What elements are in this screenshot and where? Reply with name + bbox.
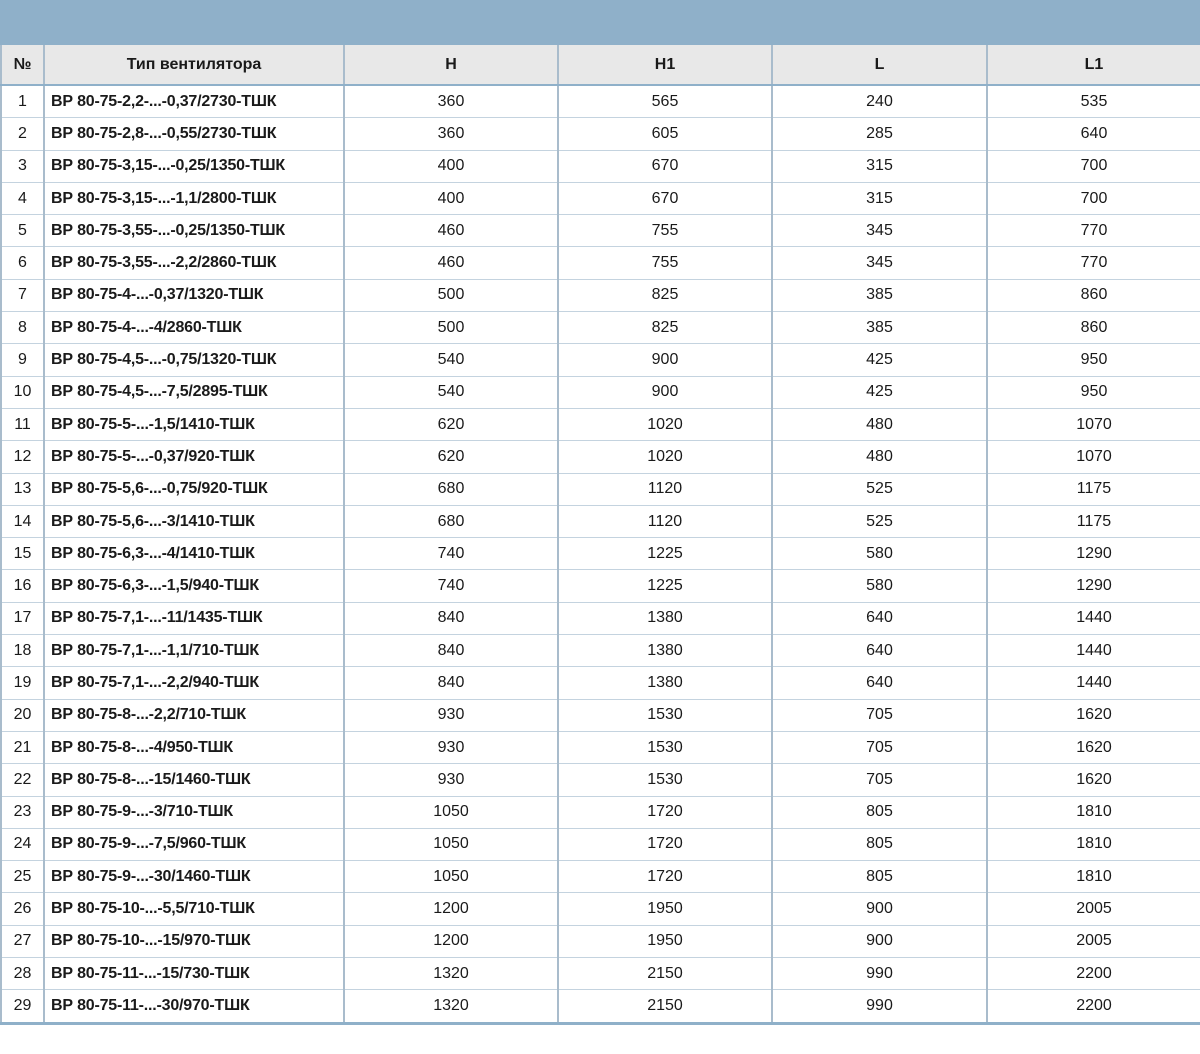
cell-number: 19 [1, 667, 44, 699]
cell-l: 805 [772, 861, 987, 893]
table-row [1, 764, 1200, 796]
header-number: № [1, 45, 44, 85]
cell-l: 240 [772, 85, 987, 118]
cell-h: 840 [344, 635, 558, 667]
cell-number: 15 [1, 538, 44, 570]
cell-number: 29 [1, 990, 44, 1023]
cell-number: 24 [1, 828, 44, 860]
cell-fan-type: ВР 80-75-3,15-...-1,1/2800-ТШК [44, 182, 344, 214]
cell-l: 640 [772, 667, 987, 699]
cell-l1: 640 [987, 118, 1200, 150]
cell-l1: 2200 [987, 990, 1200, 1023]
cell-fan-type: ВР 80-75-4-...-0,37/1320-ТШК [44, 279, 344, 311]
cell-l: 345 [772, 215, 987, 247]
cell-number: 11 [1, 408, 44, 440]
table-row [1, 182, 1200, 214]
cell-l1: 1810 [987, 828, 1200, 860]
cell-h1: 1530 [558, 731, 772, 763]
cell-number: 7 [1, 279, 44, 311]
cell-h: 680 [344, 473, 558, 505]
table-header [1, 45, 1200, 85]
cell-h1: 1950 [558, 925, 772, 957]
cell-fan-type: ВР 80-75-4-...-4/2860-ТШК [44, 312, 344, 344]
cell-l1: 1440 [987, 667, 1200, 699]
cell-h1: 1380 [558, 602, 772, 634]
cell-number: 18 [1, 635, 44, 667]
cell-h1: 1020 [558, 408, 772, 440]
cell-l1: 1810 [987, 796, 1200, 828]
cell-l: 480 [772, 408, 987, 440]
cell-h1: 1380 [558, 635, 772, 667]
cell-number: 4 [1, 182, 44, 214]
cell-l: 385 [772, 312, 987, 344]
table-row [1, 150, 1200, 182]
cell-l1: 1620 [987, 699, 1200, 731]
cell-l1: 2200 [987, 958, 1200, 990]
cell-fan-type: ВР 80-75-7,1-...-11/1435-ТШК [44, 602, 344, 634]
header-h1: H1 [558, 45, 772, 85]
table-row [1, 796, 1200, 828]
cell-number: 25 [1, 861, 44, 893]
cell-h: 460 [344, 215, 558, 247]
cell-number: 5 [1, 215, 44, 247]
table-body [1, 85, 1200, 1023]
table-row [1, 667, 1200, 699]
cell-h: 540 [344, 344, 558, 376]
cell-l1: 1290 [987, 538, 1200, 570]
cell-h1: 1950 [558, 893, 772, 925]
header-l: L [772, 45, 987, 85]
cell-fan-type: ВР 80-75-2,2-...-0,37/2730-ТШК [44, 85, 344, 118]
cell-h1: 670 [558, 182, 772, 214]
table-row [1, 538, 1200, 570]
header-fan-type: Тип вентилятора [44, 45, 344, 85]
cell-l: 315 [772, 150, 987, 182]
cell-fan-type: ВР 80-75-8-...-4/950-ТШК [44, 731, 344, 763]
cell-h1: 2150 [558, 958, 772, 990]
cell-h: 1050 [344, 828, 558, 860]
cell-h: 400 [344, 182, 558, 214]
table-row [1, 473, 1200, 505]
cell-h: 1050 [344, 861, 558, 893]
cell-h1: 900 [558, 376, 772, 408]
cell-h: 1320 [344, 958, 558, 990]
cell-number: 8 [1, 312, 44, 344]
cell-l: 580 [772, 570, 987, 602]
cell-l1: 2005 [987, 893, 1200, 925]
cell-fan-type: ВР 80-75-8-...-2,2/710-ТШК [44, 699, 344, 731]
cell-l1: 1290 [987, 570, 1200, 602]
cell-h: 460 [344, 247, 558, 279]
cell-l1: 860 [987, 279, 1200, 311]
cell-fan-type: ВР 80-75-5,6-...-0,75/920-ТШК [44, 473, 344, 505]
cell-l1: 1620 [987, 731, 1200, 763]
cell-l: 285 [772, 118, 987, 150]
cell-h1: 825 [558, 312, 772, 344]
cell-l: 900 [772, 925, 987, 957]
cell-number: 13 [1, 473, 44, 505]
cell-fan-type: ВР 80-75-9-...-30/1460-ТШК [44, 861, 344, 893]
cell-h: 540 [344, 376, 558, 408]
table-row [1, 861, 1200, 893]
cell-h: 400 [344, 150, 558, 182]
cell-number: 27 [1, 925, 44, 957]
cell-l: 805 [772, 796, 987, 828]
cell-fan-type: ВР 80-75-11-...-30/970-ТШК [44, 990, 344, 1023]
cell-l: 425 [772, 376, 987, 408]
cell-h: 500 [344, 312, 558, 344]
table-row [1, 731, 1200, 763]
cell-h: 740 [344, 538, 558, 570]
cell-fan-type: ВР 80-75-5,6-...-3/1410-ТШК [44, 505, 344, 537]
table-row [1, 441, 1200, 473]
cell-number: 21 [1, 731, 44, 763]
table-row [1, 570, 1200, 602]
table-row [1, 85, 1200, 118]
table-row [1, 215, 1200, 247]
table-row [1, 990, 1200, 1023]
cell-number: 23 [1, 796, 44, 828]
title-band [0, 0, 1200, 45]
cell-l1: 950 [987, 376, 1200, 408]
table-row [1, 118, 1200, 150]
cell-l: 640 [772, 602, 987, 634]
cell-h: 620 [344, 441, 558, 473]
cell-fan-type: ВР 80-75-10-...-5,5/710-ТШК [44, 893, 344, 925]
cell-h1: 1530 [558, 699, 772, 731]
cell-l1: 1070 [987, 441, 1200, 473]
cell-l1: 1810 [987, 861, 1200, 893]
table-row [1, 408, 1200, 440]
cell-l1: 700 [987, 150, 1200, 182]
cell-h: 360 [344, 85, 558, 118]
cell-fan-type: ВР 80-75-3,15-...-0,25/1350-ТШК [44, 150, 344, 182]
cell-fan-type: ВР 80-75-4,5-...-7,5/2895-ТШК [44, 376, 344, 408]
cell-h1: 1720 [558, 828, 772, 860]
cell-number: 1 [1, 85, 44, 118]
cell-l: 705 [772, 699, 987, 731]
table-row [1, 893, 1200, 925]
cell-l: 990 [772, 958, 987, 990]
cell-h1: 565 [558, 85, 772, 118]
table-row [1, 925, 1200, 957]
cell-l1: 860 [987, 312, 1200, 344]
cell-h: 740 [344, 570, 558, 602]
cell-fan-type: ВР 80-75-3,55-...-0,25/1350-ТШК [44, 215, 344, 247]
cell-fan-type: ВР 80-75-10-...-15/970-ТШК [44, 925, 344, 957]
cell-number: 9 [1, 344, 44, 376]
cell-h1: 1530 [558, 764, 772, 796]
cell-number: 17 [1, 602, 44, 634]
cell-h1: 1225 [558, 570, 772, 602]
cell-h: 1200 [344, 925, 558, 957]
table-row [1, 635, 1200, 667]
cell-h: 1050 [344, 796, 558, 828]
cell-h1: 755 [558, 215, 772, 247]
cell-h1: 1020 [558, 441, 772, 473]
cell-l1: 1620 [987, 764, 1200, 796]
cell-l1: 1175 [987, 505, 1200, 537]
cell-l1: 1175 [987, 473, 1200, 505]
cell-h1: 900 [558, 344, 772, 376]
cell-number: 20 [1, 699, 44, 731]
cell-l: 805 [772, 828, 987, 860]
cell-number: 16 [1, 570, 44, 602]
cell-l: 580 [772, 538, 987, 570]
cell-h: 930 [344, 731, 558, 763]
table-row [1, 376, 1200, 408]
cell-number: 2 [1, 118, 44, 150]
cell-h: 500 [344, 279, 558, 311]
cell-h1: 670 [558, 150, 772, 182]
cell-number: 28 [1, 958, 44, 990]
cell-fan-type: ВР 80-75-6,3-...-4/1410-ТШК [44, 538, 344, 570]
cell-h: 840 [344, 667, 558, 699]
cell-number: 3 [1, 150, 44, 182]
cell-h: 1320 [344, 990, 558, 1023]
cell-h: 360 [344, 118, 558, 150]
cell-h: 680 [344, 505, 558, 537]
cell-number: 26 [1, 893, 44, 925]
table-row [1, 247, 1200, 279]
cell-h1: 825 [558, 279, 772, 311]
cell-number: 14 [1, 505, 44, 537]
cell-l: 315 [772, 182, 987, 214]
cell-fan-type: ВР 80-75-7,1-...-1,1/710-ТШК [44, 635, 344, 667]
cell-h1: 1225 [558, 538, 772, 570]
cell-l: 705 [772, 764, 987, 796]
cell-h1: 605 [558, 118, 772, 150]
cell-number: 6 [1, 247, 44, 279]
cell-fan-type: ВР 80-75-6,3-...-1,5/940-ТШК [44, 570, 344, 602]
cell-l: 525 [772, 505, 987, 537]
cell-l1: 950 [987, 344, 1200, 376]
table-row [1, 699, 1200, 731]
table-row [1, 312, 1200, 344]
cell-number: 10 [1, 376, 44, 408]
cell-fan-type: ВР 80-75-7,1-...-2,2/940-ТШК [44, 667, 344, 699]
cell-h: 1200 [344, 893, 558, 925]
cell-h1: 2150 [558, 990, 772, 1023]
table-row [1, 505, 1200, 537]
table-row [1, 602, 1200, 634]
cell-l: 525 [772, 473, 987, 505]
cell-h: 840 [344, 602, 558, 634]
cell-l: 990 [772, 990, 987, 1023]
cell-l: 385 [772, 279, 987, 311]
cell-fan-type: ВР 80-75-5-...-1,5/1410-ТШК [44, 408, 344, 440]
cell-fan-type: ВР 80-75-3,55-...-2,2/2860-ТШК [44, 247, 344, 279]
table-row [1, 828, 1200, 860]
cell-l1: 535 [987, 85, 1200, 118]
fan-dimensions-table [0, 45, 1200, 1025]
cell-h1: 1120 [558, 505, 772, 537]
cell-fan-type: ВР 80-75-5-...-0,37/920-ТШК [44, 441, 344, 473]
cell-l: 425 [772, 344, 987, 376]
cell-l1: 2005 [987, 925, 1200, 957]
cell-h1: 1720 [558, 861, 772, 893]
cell-l: 640 [772, 635, 987, 667]
cell-l1: 770 [987, 247, 1200, 279]
cell-h1: 755 [558, 247, 772, 279]
cell-l: 705 [772, 731, 987, 763]
cell-h1: 1120 [558, 473, 772, 505]
cell-l1: 700 [987, 182, 1200, 214]
cell-l1: 770 [987, 215, 1200, 247]
cell-h1: 1380 [558, 667, 772, 699]
cell-fan-type: ВР 80-75-4,5-...-0,75/1320-ТШК [44, 344, 344, 376]
cell-l: 345 [772, 247, 987, 279]
cell-number: 22 [1, 764, 44, 796]
table-row [1, 279, 1200, 311]
cell-h: 620 [344, 408, 558, 440]
cell-fan-type: ВР 80-75-8-...-15/1460-ТШК [44, 764, 344, 796]
cell-l1: 1070 [987, 408, 1200, 440]
table-row [1, 958, 1200, 990]
table-row [1, 344, 1200, 376]
fan-dimensions-table-container [0, 45, 1200, 1025]
cell-fan-type: ВР 80-75-2,8-...-0,55/2730-ТШК [44, 118, 344, 150]
cell-l1: 1440 [987, 635, 1200, 667]
cell-number: 12 [1, 441, 44, 473]
cell-h1: 1720 [558, 796, 772, 828]
cell-l1: 1440 [987, 602, 1200, 634]
header-l1: L1 [987, 45, 1200, 85]
cell-fan-type: ВР 80-75-9-...-7,5/960-ТШК [44, 828, 344, 860]
cell-l: 900 [772, 893, 987, 925]
cell-fan-type: ВР 80-75-11-...-15/730-ТШК [44, 958, 344, 990]
header-h: H [344, 45, 558, 85]
cell-h: 930 [344, 764, 558, 796]
cell-h: 930 [344, 699, 558, 731]
cell-l: 480 [772, 441, 987, 473]
header-row [1, 45, 1200, 85]
cell-fan-type: ВР 80-75-9-...-3/710-ТШК [44, 796, 344, 828]
